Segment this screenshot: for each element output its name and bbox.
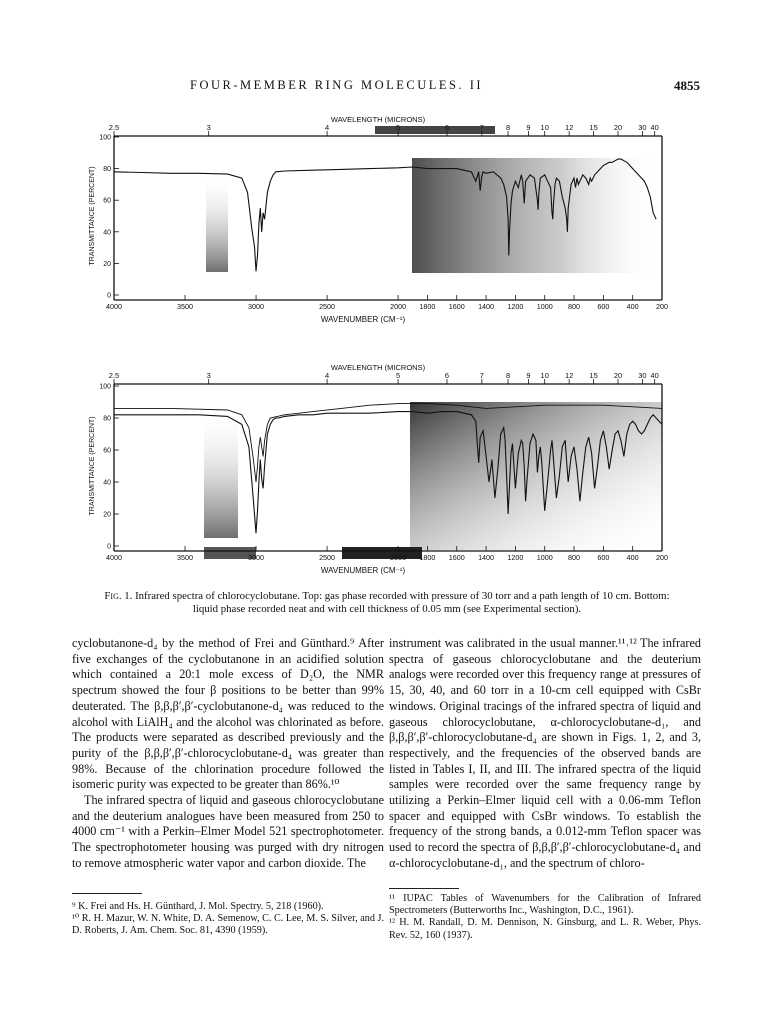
x-tick-label: 1800 <box>419 553 436 562</box>
x-tick-label: 600 <box>597 553 610 562</box>
top-tick-label: 5 <box>396 123 401 132</box>
x-tick-label: 1400 <box>478 553 495 562</box>
page-header <box>0 78 768 98</box>
x-tick-label: 3000 <box>248 302 265 311</box>
top-tick-label: 3 <box>206 371 211 380</box>
plot-shading <box>410 402 662 550</box>
y-axis-title: TRANSMITTANCE (PERCENT) <box>89 166 96 266</box>
top-tick-label: 2.5 <box>108 123 120 132</box>
x-tick-label: 400 <box>626 553 639 562</box>
top-tick-label: 8 <box>505 123 511 132</box>
top-tick-label: 7 <box>479 123 484 132</box>
x-tick-label: 200 <box>656 553 668 562</box>
top-tick-label: 12 <box>564 371 574 380</box>
footnotes-left <box>72 901 384 938</box>
x-tick-label: 1400 <box>478 302 495 311</box>
x-tick-label: 1600 <box>448 302 465 311</box>
y-tick-label: 100 <box>99 383 111 391</box>
top-tick-label: 15 <box>589 371 598 380</box>
y-tick-label: 20 <box>103 260 111 268</box>
paragraph: cyclobutanone-d₄ by the method of Frei and Günthard.⁹ After five exchanges of the cyclobutanone in an acidified solution which contained a 20:1 mole excess of D₂O, the NMR spectrum showed the four β positions to be better than 99% deuterated. The β,β,β′,β′-cyclobutanone-d₄ was reduced to the alcohol with LiAlH₄ and the alcohol was chlorinated as before. The products were separated as described previously and the purity of the β,β,β′,β′-chlorocyclobutane-d₄ was greater than 98%. Because of the chlorination procedure followed the isomeric purity was expected to be greater than 86%.¹⁰ <box>72 636 384 792</box>
top-tick-label: 12 <box>564 123 574 132</box>
top-tick-label: 30 <box>638 371 647 380</box>
top-tick-label: 3 <box>206 123 211 132</box>
footnote-rule <box>72 893 142 894</box>
x-tick-label: 1000 <box>536 302 553 311</box>
y-tick-label: 60 <box>103 447 111 455</box>
top-tick-label: 5 <box>396 371 401 380</box>
y-tick-label: 40 <box>103 229 111 237</box>
x-tick-label: 1000 <box>536 553 553 562</box>
plot-shading <box>206 172 228 272</box>
x-tick-label: 3000 <box>248 553 265 562</box>
x-tick-label: 800 <box>568 553 581 562</box>
y-tick-label: 20 <box>103 511 111 519</box>
x-tick-label: 200 <box>656 302 668 311</box>
y-tick-label: 80 <box>103 415 111 423</box>
x-tick-label: 2500 <box>319 553 336 562</box>
footnote-rule <box>389 888 459 889</box>
top-axis-title: WAVELENGTH (MICRONS) <box>330 115 426 124</box>
top-tick-label: 8 <box>505 371 511 380</box>
x-tick-label: 4000 <box>106 553 122 562</box>
top-tick-label: 40 <box>650 123 659 132</box>
y-tick-label: 40 <box>103 479 111 487</box>
y-tick-label: 60 <box>103 197 111 205</box>
paragraph: The infrared spectra of liquid and gaseous chlorocyclobutane and the deuterium analogues have been measured from 250 to 4000 cm⁻¹ with a Perkin–Elmer Model 521 spectrophotometer. The spectrophotometer housing was purged with dry nitrogen to remove atmospheric water vapor and carbon dioxide. The <box>72 793 384 870</box>
figure-1 <box>70 110 700 590</box>
ir-spectra-figure <box>70 110 700 590</box>
right-column <box>389 636 701 872</box>
top-tick-label: 20 <box>613 123 623 132</box>
paragraph: instrument was calibrated in the usual manner.¹¹˒¹² The infrared spectra of gaseous chlorocyclobutane and the deuterium analogs were recorded over this frequency range at pressures of 15, 30, 40, and 60 torr in a 10-cm cell equipped with CsBr windows. Original tracings of the infrared spectra of liquid and gaseous chlorocyclobutane, α-chlorocyclobutane-d₁, and β,β,β′,β′-chlorocyclobutane-d₄ are shown in Figs. 1, 2, and 3, respectively, and the frequencies of the observed bands are listed in Tables I, II, and III. The infrared spectra of the liquid samples were recorded over the same frequency range by utilizing a Perkin–Elmer liquid cell with a 0.06-mm Teflon spacer and equipped with CsBr windows. To establish the frequency of the strong bands, a 0.012-mm Teflon spacer was used to record the spectra of β,β,β′,β′-chlorocyclobutane-d₄ and α-chlorocyclobutane-d₁, and the spectrum of chloro- <box>389 636 701 870</box>
x-tick-label: 1200 <box>507 302 524 311</box>
top-tick-label: 2.5 <box>108 371 120 380</box>
x-tick-label: 3500 <box>177 553 194 562</box>
x-tick-label: 4000 <box>106 302 122 311</box>
plot-shading <box>342 547 422 559</box>
y-tick-label: 100 <box>99 134 111 142</box>
x-tick-label: 2000 <box>390 553 407 562</box>
figure-caption <box>92 590 682 616</box>
x-tick-label: 800 <box>568 302 581 311</box>
x-tick-label: 2000 <box>390 302 407 311</box>
top-tick-label: 7 <box>479 371 484 380</box>
gas-phase-spectrum <box>89 115 668 324</box>
x-axis-title: WAVENUMBER (CM⁻¹) <box>320 315 406 324</box>
y-tick-label: 80 <box>103 166 111 174</box>
x-axis-title: WAVENUMBER (CM⁻¹) <box>320 566 406 575</box>
plot-shading <box>204 408 238 538</box>
x-tick-label: 1200 <box>507 553 524 562</box>
top-axis-title: WAVELENGTH (MICRONS) <box>330 363 426 372</box>
x-tick-label: 1600 <box>448 553 465 562</box>
caption-label: Fig. 1. <box>104 590 133 602</box>
top-tick-label: 4 <box>324 123 330 132</box>
page-number: 4855 <box>674 78 700 93</box>
top-tick-label: 6 <box>444 371 450 380</box>
top-tick-label: 40 <box>650 371 659 380</box>
x-tick-label: 400 <box>626 302 639 311</box>
footnote: ¹² H. M. Randall, D. M. Dennison, N. Ginsburg, and L. R. Weber, Phys. Rev. 52, 160 (1937). <box>389 917 701 941</box>
footnotes-right <box>389 893 701 942</box>
top-tick-label: 10 <box>540 123 549 132</box>
top-tick-label: 30 <box>638 123 647 132</box>
running-head: FOUR-MEMBER RING MOLECULES. II <box>190 78 484 92</box>
top-tick-label: 15 <box>589 123 598 132</box>
y-tick-label: 0 <box>107 543 111 551</box>
x-tick-label: 1800 <box>419 302 436 311</box>
x-tick-label: 2500 <box>319 302 336 311</box>
x-tick-label: 600 <box>597 302 610 311</box>
caption-text: Infrared spectra of chlorocyclobutane. Top: gas phase recorded with pressure of 30 torr and a path length of 10 cm. Bottom: liquid phase recorded neat and with cell thickness of 0.05 mm (see Experimental section). <box>135 590 670 615</box>
left-column <box>72 636 384 872</box>
x-tick-label: 3500 <box>177 302 194 311</box>
footnote: ¹¹ IUPAC Tables of Wavenumbers for the Calibration of Infrared Spectrometers (Butterworths Inc., Washington, D.C., 1961). <box>389 893 701 917</box>
footnote: ⁹ K. Frei and Hs. H. Günthard, J. Mol. Spectry. 5, 218 (1960). <box>72 901 324 912</box>
top-tick-label: 9 <box>526 123 531 132</box>
top-tick-label: 10 <box>540 371 549 380</box>
liquid-phase-spectrum <box>89 363 668 575</box>
plot-shading <box>375 126 495 134</box>
plot-shading <box>412 158 662 273</box>
footnote: ¹⁰ R. H. Mazur, W. N. White, D. A. Semenow, C. C. Lee, M. S. Silver, and J. D. Roberts, J. Am. Chem. Soc. 81, 4390 (1959). <box>72 913 384 937</box>
y-tick-label: 0 <box>107 292 111 300</box>
top-tick-label: 4 <box>324 371 330 380</box>
top-tick-label: 6 <box>444 123 450 132</box>
y-axis-title: TRANSMITTANCE (PERCENT) <box>89 416 96 516</box>
top-tick-label: 9 <box>526 371 531 380</box>
top-tick-label: 20 <box>613 371 623 380</box>
